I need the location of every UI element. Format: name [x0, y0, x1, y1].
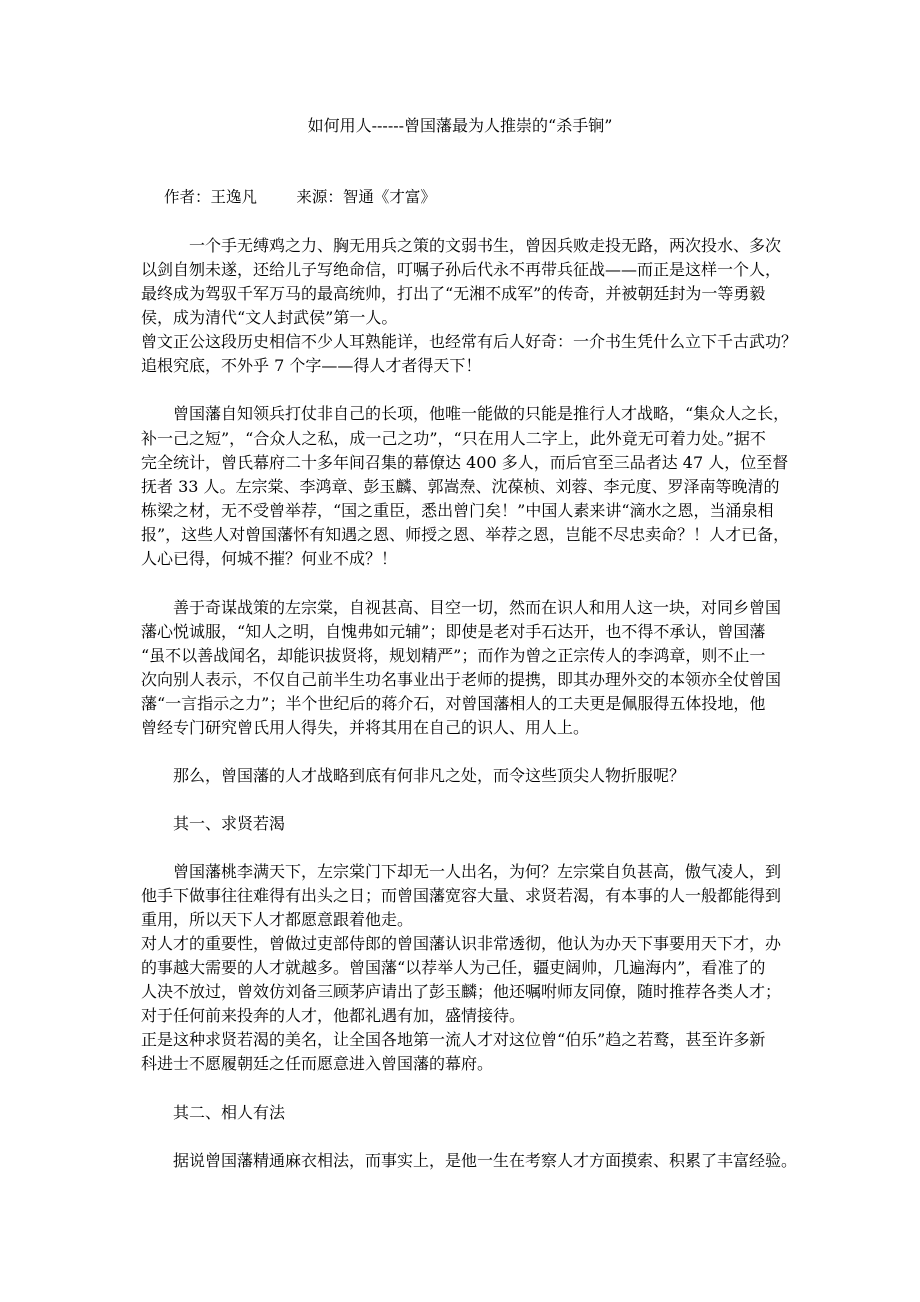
paragraph-line: 抚者 33 人。左宗棠、李鸿章、彭玉麟、郭嵩焘、沈葆桢、刘蓉、李元度、罗泽南等晚清的 [141, 477, 780, 496]
paragraph-line: 他手下做事往往难得有出头之日；而曾国藩宽容大量、求贤若渴，有本事的人一般都能得到 [141, 886, 782, 905]
paragraph-line: 对于任何前来投奔的人才，他都礼遇有加，盛情接待。 [141, 1006, 526, 1025]
paragraph-line: 重用，所以天下人才都愿意跟着他走。 [141, 910, 414, 929]
paragraph-line: 一个手无缚鸡之力、胸无用兵之策的文弱书生，曾因兵败走投无路，两次投水、多次 [189, 236, 782, 255]
byline: 作者：王逸凡 来源：智通《才富》 [164, 188, 436, 206]
paragraph-line: 正是这种求贤若渴的美名，让全国各地第一流人才对这位曾“伯乐”趋之若鹜，甚至许多新 [141, 1030, 766, 1049]
paragraph-line: 那么，曾国藩的人才战略到底有何非凡之处，而令这些顶尖人物折服呢？ [173, 766, 686, 785]
paragraph-line: 的事越大需要的人才就越多。曾国藩“以荐举人为己任，疆吏阔帅，几遍海内”，看准了的 [141, 958, 766, 977]
paragraph-line: 补一己之短”，“合众人之私，成一己之功”，“只在用人二字上，此外竟无可着力处。”据不 [141, 429, 766, 448]
paragraph-line: 曾文正公这段历史相信不少人耳熟能详，也经常有后人好奇：一介书生凭什么立下千古武功？ [141, 332, 798, 351]
paragraph-line: 藩心悦诚服，“知人之明，自愧弗如元辅”；即使是老对手石达开，也不得不承认，曾国藩 [141, 622, 766, 641]
paragraph-line: 完全统计，曾氏幕府二十多年间召集的幕僚达 400 多人，而后官至三品者达 47 人，位至督 [141, 453, 789, 472]
paragraph-line: 善于奇谋战策的左宗棠，自视甚高、目空一切，然而在识人和用人这一块，对同乡曾国 [173, 598, 782, 617]
paragraph-line: 栋梁之材，无不受曾举荐，“国之重臣，悉出曾门矣！”中国人素来讲“滴水之恩，当涌泉相 [141, 501, 774, 520]
paragraph-line: 以剑自刎未遂，还给儿子写绝命信，叮嘱子孙后代永不再带兵征战——而正是这样一个人， [141, 260, 782, 279]
section-heading: 其二、相人有法 [173, 1103, 286, 1122]
paragraph-line: 曾国藩自知领兵打仗非自己的长项，他唯一能做的只能是推行人才战略，“集众人之长， [173, 404, 790, 423]
paragraph-line: “虽不以善战闻名，却能识拔贤将，规划精严”；而作为曾之正宗传人的李鸿章，则不止一 [141, 646, 766, 665]
paragraph-line: 最终成为驾驭千军万马的最高统帅，打出了“无湘不成军”的传奇，并被朝廷封为一等勇毅 [141, 284, 766, 303]
paragraph-line: 人心已得，何城不摧？何业不成？！ [141, 549, 398, 568]
paragraph-line: 次向别人表示，不仅自己前半生功名事业出于老师的提携，即其办理外交的本领亦全仗曾国 [141, 670, 782, 689]
paragraph-line: 曾经专门研究曾氏用人得失，并将其用在自己的识人、用人上。 [141, 718, 590, 737]
paragraph-line: 报”，这些人对曾国藩怀有知遇之恩、师授之恩、举荐之恩，岂能不尽忠卖命？！人才已备， [141, 525, 790, 544]
paragraph-line: 藩“一言指示之力”；半个世纪后的蒋介石，对曾国藩相人的工夫更是佩服得五体投地，他 [141, 694, 766, 713]
paragraph-line: 追根究底，不外乎 7 个字——得人才者得天下！ [141, 356, 482, 375]
paragraph-line: 人决不放过，曾效仿刘备三顾茅庐请出了彭玉麟；他还嘱咐师友同僚，随时推荐各类人才； [141, 982, 782, 1001]
section-heading: 其一、求贤若渴 [173, 814, 286, 833]
paragraph-line: 对人才的重要性，曾做过吏部侍郎的曾国藩认识非常透彻，他认为办天下事要用天下才，办 [141, 934, 782, 953]
page-title: 如何用人------曾国藩最为人推崇的“杀手锏” [307, 116, 613, 135]
paragraph-line: 曾国藩桃李满天下，左宗棠门下却无一人出名，为何？左宗棠自负甚高，傲气凌人，到 [173, 862, 782, 881]
paragraph-line: 侯，成为清代“文人封武侯”第一人。 [141, 308, 398, 327]
paragraph-line: 据说曾国藩精通麻衣相法，而事实上，是他一生在考察人才方面摸索、积累了丰富经验。 [173, 1151, 798, 1170]
paragraph-line: 科进士不愿履朝廷之任而愿意进入曾国藩的幕府。 [141, 1054, 494, 1073]
